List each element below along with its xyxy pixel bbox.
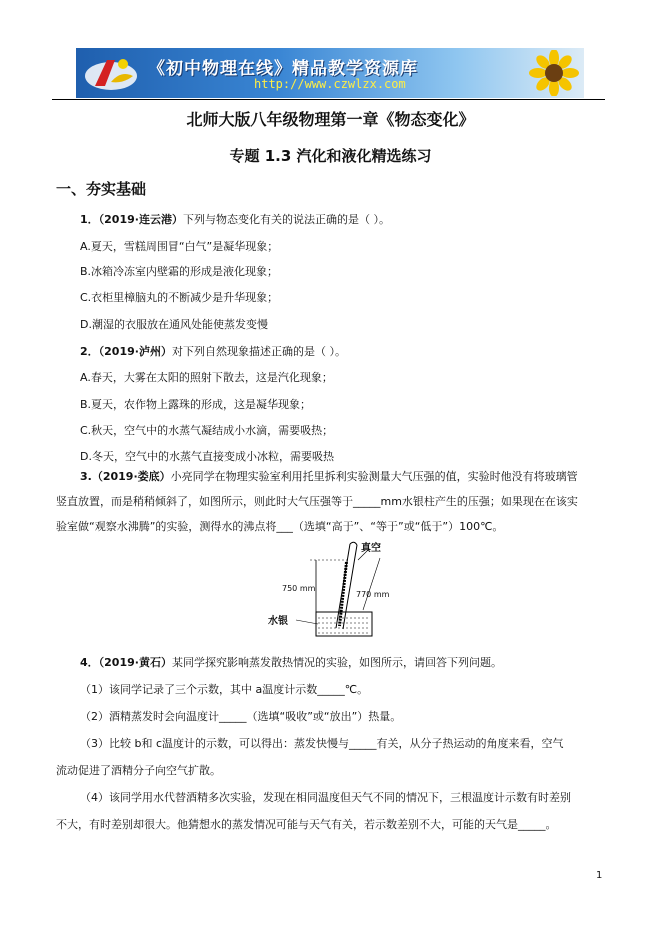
header-banner (76, 48, 584, 98)
question-2-option-a: A.春天，大雾在太阳的照射下散去，这是汽化现象； (80, 371, 333, 384)
page-number: 1 (596, 870, 603, 881)
question-4-sub-3-line-1: （3）比较 b和 c温度计的示数，可以得出：蒸发快慢与_____有关，从分子热运动的角度来看，空气 (80, 737, 564, 750)
question-1-option-d: D.潮湿的衣服放在通风处能使蒸发变慢 (80, 318, 268, 331)
header-divider (52, 99, 605, 100)
question-4-sub-4-line-2: 不大，有时差别却很大。他猜想水的蒸发情况可能与天气有关，若示数差别不大，可能的天气是_____。 (56, 818, 557, 831)
page-subtitle: 专题 1.3 汽化和液化精选练习 (229, 147, 432, 165)
question-2-stem: 对下列自然现象描述正确的是（ ）。 (171, 345, 346, 358)
question-1-option-b: B.冰箱冷冻室内壁霜的形成是液化现象； (80, 265, 279, 278)
question-1-option-c: C.衣柜里樟脑丸的不断减少是升华现象； (80, 291, 279, 304)
banner-url: http://www.czwlzx.com (254, 77, 406, 91)
question-4-stem: 某同学探究影响蒸发散热情况的实验，如图所示，请回答下列问题。 (171, 656, 502, 669)
sunflower-icon (528, 50, 580, 96)
figure-label-vacuum: 真空 (361, 543, 381, 554)
question-1 (80, 213, 390, 227)
question-1-source: 1．（2019·连云港） (80, 213, 183, 226)
question-1-stem: 下列与物态变化有关的说法正确的是（ ）。 (182, 213, 390, 226)
question-2-option-d: D.冬天，空气中的水蒸气直接变成小冰粒，需要吸热 (80, 450, 334, 463)
question-4-sub-1: （1）该同学记录了三个示数，其中 a温度计示数_____℃。 (80, 683, 369, 696)
question-3-source: 3.（2019·娄底） (80, 470, 171, 483)
question-4-sub-2: （2）酒精蒸发时会向温度计_____（选填“吸收”或“放出”）热量。 (80, 710, 402, 723)
logo-icon (81, 52, 141, 94)
question-2-option-c: C.秋天，空气中的水蒸气凝结成小水滴，需要吸热； (80, 424, 334, 437)
question-4-sub-4-line-1: （4）该同学用水代替酒精多次实验，发现在相同温度但天气不同的情况下，三根温度计示数有时差别 (80, 791, 571, 804)
question-4 (80, 656, 502, 670)
question-3-line-2: 竖直放置，而是稍稍倾斜了，如图所示，则此时大气压强等于_____mm水银柱产生的压强；如果现在在该实 (56, 495, 578, 508)
question-1-option-a: A.夏天，雪糕周围冒“白气”是凝华现象； (80, 240, 279, 253)
question-3-line-1 (80, 470, 610, 484)
figure-label-770: 770 mm (356, 590, 390, 599)
figure-label-mercury: 水银 (268, 616, 288, 627)
question-4-source: 4．（2019·黄石） (80, 656, 172, 669)
question-4-sub-3-line-2: 流动促进了酒精分子向空气扩散。 (56, 764, 221, 777)
question-3-line-3: 验室做“观察水沸腾”的实验，测得水的沸点将___（选填“高于”、“等于”或“低于”）100℃。 (56, 520, 504, 533)
question-2-source: 2．（2019·泸州） (80, 345, 172, 358)
question-2-option-b: B.夏天，农作物上露珠的形成，这是凝华现象； (80, 398, 312, 411)
section-heading: 一、夯实基础 (56, 180, 147, 198)
question-3-text-1: 小亮同学在物理实验室利用托里拆利实验测量大气压强的值，实验时他没有将玻璃管 (170, 470, 578, 483)
question-2 (80, 345, 346, 359)
page-title: 北师大版八年级物理第一章《物态变化》 (186, 110, 475, 129)
figure-label-750: 750 mm (282, 584, 316, 593)
banner-title: 《初中物理在线》精品教学资源库 (148, 59, 418, 79)
